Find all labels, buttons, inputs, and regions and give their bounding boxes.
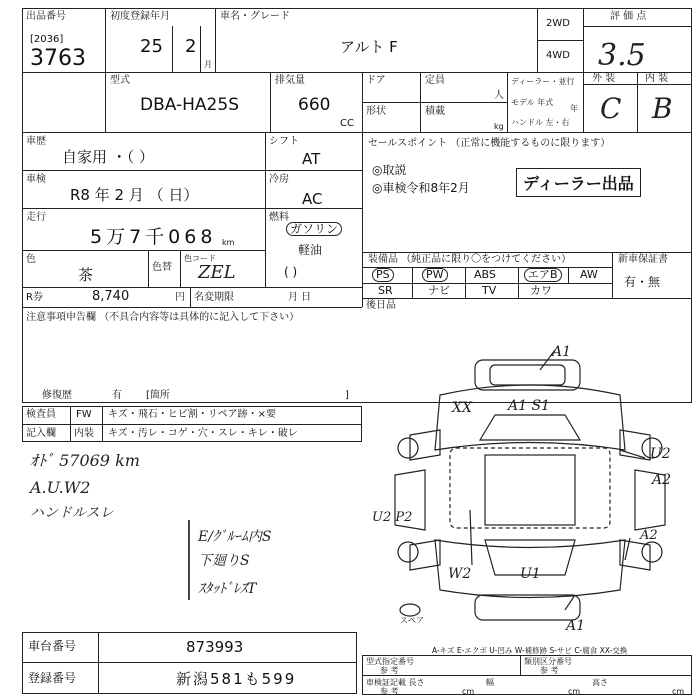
equip-tv: TV <box>482 284 497 297</box>
warranty-value: 有・無 <box>624 275 661 289</box>
rear-seat-label: 後日品 <box>366 300 396 311</box>
int-label: 内 装 <box>645 73 669 84</box>
usage-label: 車歴 <box>26 136 46 147</box>
spec-ref: 参 考 <box>380 666 399 675</box>
mileage-unit: km <box>222 238 235 247</box>
equip-sr: SR <box>378 284 393 297</box>
repair-place: [箇所 <box>146 390 170 401</box>
hand-handle: ハンドルスレ <box>30 505 114 521</box>
disp-label: 排気量 <box>275 75 305 86</box>
inspector-label: 検査員 <box>26 409 56 420</box>
fuel-light: 軽油 <box>298 243 323 257</box>
equip-ps: PS <box>372 268 394 282</box>
door-label: ドア <box>366 75 386 86</box>
model-label: 車名・グレード <box>220 11 290 22</box>
shift-value: AT <box>302 150 321 168</box>
plate-label: 登録番号 <box>28 671 77 685</box>
color-value: 茶 <box>78 266 94 284</box>
inspect-label: 車検 <box>26 174 46 185</box>
lot-small: [2036] <box>30 34 64 45</box>
class-ref: 参 考 <box>540 666 559 675</box>
fuel-gasoline: ガソリン <box>286 222 342 236</box>
width-cm: cm <box>568 687 581 696</box>
damage-legend: A-キズ E-エクボ U-凹み W-補修跡 S-サビ C-腐食 XX-交換 <box>432 646 628 655</box>
inspect-value: R8 年 2 月 （ 日） <box>70 186 199 204</box>
int-row-label: 内装 <box>74 428 94 439</box>
mark-a1-bottom: A1 <box>566 618 586 634</box>
color-code: ZEL <box>198 262 236 283</box>
fw-label: FW <box>76 409 92 420</box>
equip-leather: カワ <box>530 284 552 297</box>
ac-value: AC <box>302 190 323 208</box>
disp-value: 660 <box>298 95 331 115</box>
repair-value: 有 <box>112 390 122 401</box>
load-label: 積載 <box>425 106 445 117</box>
hand-bracket <box>188 520 190 600</box>
color-label: 色 <box>26 254 36 265</box>
shape-label: 形状 <box>366 106 386 117</box>
equip-aw: AW <box>580 268 598 281</box>
handle-label: ハンドル 左・右 <box>511 118 570 127</box>
int-grade: B <box>652 92 673 125</box>
sales-point-title: セールスポイント （正常に機能するものに限ります） <box>368 138 611 149</box>
lot-number: 3763 <box>30 46 86 71</box>
spec-label: 型式指定番号 <box>366 657 414 666</box>
height-cm: cm <box>672 687 685 696</box>
month-unit: 月 <box>204 60 212 69</box>
entry-label: 記入欄 <box>26 428 56 439</box>
int-items: キズ・汚レ・コゲ・穴・スレ・キレ・破レ <box>108 428 298 439</box>
hand-note2: 下廻りS <box>198 553 250 569</box>
length-label: 車検証記載 長さ <box>366 678 425 687</box>
recycle-value: 8,740 <box>92 289 130 304</box>
hand-odo: ｵﾄﾞ 57069 km <box>30 451 140 470</box>
drive-4wd: 4WD <box>546 50 570 61</box>
recycle-unit: 円 <box>175 292 185 303</box>
disp-unit: CC <box>340 118 354 129</box>
name-change-label: 名変期限 <box>194 292 234 303</box>
sales-point-line1: ◎取説 <box>372 163 407 177</box>
shift-label: シフト <box>269 136 299 147</box>
mark-u2-p2: U2 P2 <box>372 510 413 525</box>
lot-no-label: 出品番号 <box>26 11 66 22</box>
spare-label: スペア <box>400 616 424 625</box>
hand-note3: ｽﾀｯﾄﾞﾚｽT <box>198 581 257 597</box>
length-ref: 参 考 <box>380 687 399 696</box>
color-code-label: 色コード <box>184 254 216 263</box>
mark-xx: XX <box>452 400 472 416</box>
fw-items: キズ・飛石・ヒビ割・リペア跡・×要 <box>108 409 276 420</box>
mark-a2-lower: A2 <box>640 528 658 543</box>
sales-point-line2: ◎車検令和8年2月 <box>372 181 470 195</box>
trim-label: 色替 <box>152 262 172 273</box>
equip-pw: PW <box>422 268 448 282</box>
mileage-value: 5万7千068 <box>90 226 217 248</box>
chassis-label: 車台番号 <box>28 639 77 653</box>
type-value: DBA-HA25S <box>140 95 239 115</box>
score-value: 3.5 <box>598 38 646 73</box>
mark-w2: W2 <box>448 566 472 582</box>
ext-grade: C <box>600 92 622 125</box>
class-label: 類別区分番号 <box>524 657 572 666</box>
first-reg-label: 初度登録年月 <box>110 11 170 22</box>
first-reg-month: 2 <box>185 36 197 57</box>
model-year-label: モデル 年式 <box>511 98 554 107</box>
length-cm: cm <box>462 687 475 696</box>
chassis-value: 873993 <box>186 638 244 656</box>
mark-u2: U2 <box>650 446 671 462</box>
notes-title: 注意事項申告欄 （不具合内容等は具体的に記入して下さい） <box>26 312 300 323</box>
dealer-badge: ディーラー出品 <box>516 168 641 197</box>
capacity-label: 定員 <box>425 75 445 86</box>
ac-label: 冷房 <box>269 174 289 185</box>
score-label: 評 価 点 <box>610 11 647 22</box>
repair-label: 修復歴 <box>42 390 72 401</box>
mark-a1-top: A1 <box>552 344 572 360</box>
year-unit: 年 <box>570 104 578 113</box>
repair-close: ] <box>345 390 349 401</box>
mileage-label: 走行 <box>26 212 46 223</box>
first-reg-year: 25 <box>140 36 163 57</box>
equip-abs: ABS <box>474 268 496 281</box>
mark-a2-right: A2 <box>652 472 672 488</box>
mark-a1-s1: A1 S1 <box>508 398 550 414</box>
type-label: 型式 <box>110 75 130 86</box>
drive-2wd: 2WD <box>546 18 570 29</box>
model-name: アルト F <box>340 38 398 56</box>
car-damage-diagram <box>380 340 680 635</box>
usage-value: 自家用 ・（ ） <box>62 148 155 166</box>
width-label: 幅 <box>486 678 494 687</box>
recycle-label: R券 <box>26 292 43 303</box>
ext-label: 外 装 <box>592 73 616 84</box>
equipment-title: 装備品 （純正品に限り〇をつけてください） <box>368 254 572 265</box>
hand-items: A.U.W2 <box>30 478 91 497</box>
dealer-label: ディーラー・並行 <box>511 77 575 86</box>
warranty-label: 新車保証書 <box>618 254 668 265</box>
height-label: 高さ <box>592 678 608 687</box>
equip-airbag: エアB <box>524 268 562 282</box>
equip-navi: ナビ <box>428 284 450 297</box>
mark-u1: U1 <box>520 566 541 582</box>
fuel-other: ( ) <box>284 265 298 279</box>
hand-note1: E/ｸﾞﾙｰﾑ内S <box>198 529 272 545</box>
capacity-unit: 人 <box>494 90 504 101</box>
name-change-value: 月 日 <box>288 292 312 303</box>
plate-value: 新潟581も599 <box>176 670 297 688</box>
load-unit: kg <box>494 122 504 131</box>
fuel-label: 燃料 <box>269 212 289 223</box>
